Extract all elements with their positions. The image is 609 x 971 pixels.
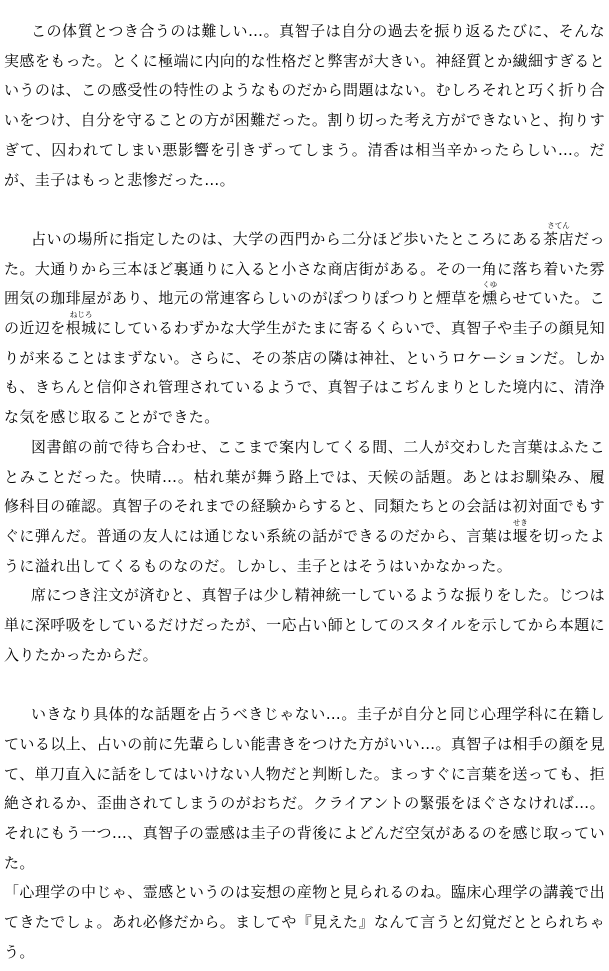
text-run: 占いの場所に指定したのは、大学の西門から二分ほど歩いたところにある [31, 229, 544, 248]
furigana: せき [512, 517, 528, 527]
ruby-annotated-word: せき 堰 [512, 517, 528, 545]
paragraph [4, 878, 605, 967]
ruby-annotated-word: ねじろ 根城 [65, 310, 97, 338]
paragraph [4, 700, 605, 878]
text-run: 図書館の前で待ち合わせ、ここまで案内してくる間、二人が交わした言葉はふたことみことだった。快晴…。枯れ葉が舞う路上では、天候の話題。あとはお馴染み、履修科目の確認。真智子のそれまでの経験からすると、同類たちとの会話は初対面でもすぐに弾んだ。普通の友人には通じない系統の話ができるのだから、言葉は [4, 437, 605, 545]
paragraph [4, 433, 605, 582]
ruby-annotated-word: くゆ 燻 [482, 280, 498, 308]
text-run: だった。大通りから三本ほど裏通りに入ると小さな商店街がある。その一角に落ち着いた雰囲気の珈琲屋があり、地元の常連客らしいのがぽつりぽつりと煙草を [4, 229, 605, 308]
paragraph [4, 581, 605, 670]
furigana: くゆ [482, 280, 498, 290]
ruby-annotated-word: さてん 茶店 [543, 220, 575, 248]
text-run: この体質とつき合うのは難しい…。真智子は自分の過去を振り返るたびに、そんな実感をもった。とくに極端に内向的な性格だと弊害が大きい。神経質とか繊細すぎるというのは、この感受性の特性のようなものだから問題はない。むしろそれと巧く折り合いをつけ、自分を守ることの方が困難だった。割り切った考え方ができないと、拘りすぎて、囚われてしまい悪影響を引きずってしまう。清香は相当辛かったらしい…。だが、圭子はもっと悲惨だった…。 [4, 22, 605, 189]
text-run: いきなり具体的な話題を占うべきじゃない…。圭子が自分と同じ心理学科に在籍している以上、占いの前に先輩らしい能書きをつけた方がいい…。真智子は相手の顔を見て、単刀直入に話をしてはいけない人物だと判断した。まっすぐに言葉を送っても、拒絶されるか、歪曲されてしまうのがおちだ。クライアントの緊張をほぐさなければ…。それにもう一つ…、真智子の霊感は圭子の背後によどんだ空気があるのを感じ取っていた。 [4, 705, 605, 872]
furigana: ねじろ [69, 310, 93, 320]
furigana: さてん [547, 220, 570, 230]
text-run: 席につき注文が済むと、真智子は少し精神統一しているような振りをした。じつは単に深呼吸をしているだけだったが、一応占い師としてのスタイルを示してから本題に入りたかったからだ。 [4, 586, 605, 664]
paragraph [4, 220, 606, 433]
text-run: 「心理学の中じゃ、霊感というのは妄想の産物と見られるのね。臨床心理学の講義で出てきたでしょ。あれ必修だから。ましてや『見えた』なんて言うと幻覚だととられちゃう。 [4, 883, 605, 961]
text-run: を切ったように溢れ出してくるものなのだ。しかし、圭子とはそうはいかなかった。 [4, 526, 605, 575]
text-run: らせていた。この近辺を [4, 289, 606, 338]
paragraph [4, 17, 605, 195]
text-run: にしているわずかな大学生がたまに寄るくらいで、真智子や圭子の顔見知りが来ることはまずない。さらに、その茶店の隣は神社、というロケーションだ。しかも、きちんと信仰され管理されているようで、真智子はこぢんまりとした境内に、清浄な気を感じ取ることができた。 [4, 319, 605, 427]
text-body [4, 17, 605, 967]
